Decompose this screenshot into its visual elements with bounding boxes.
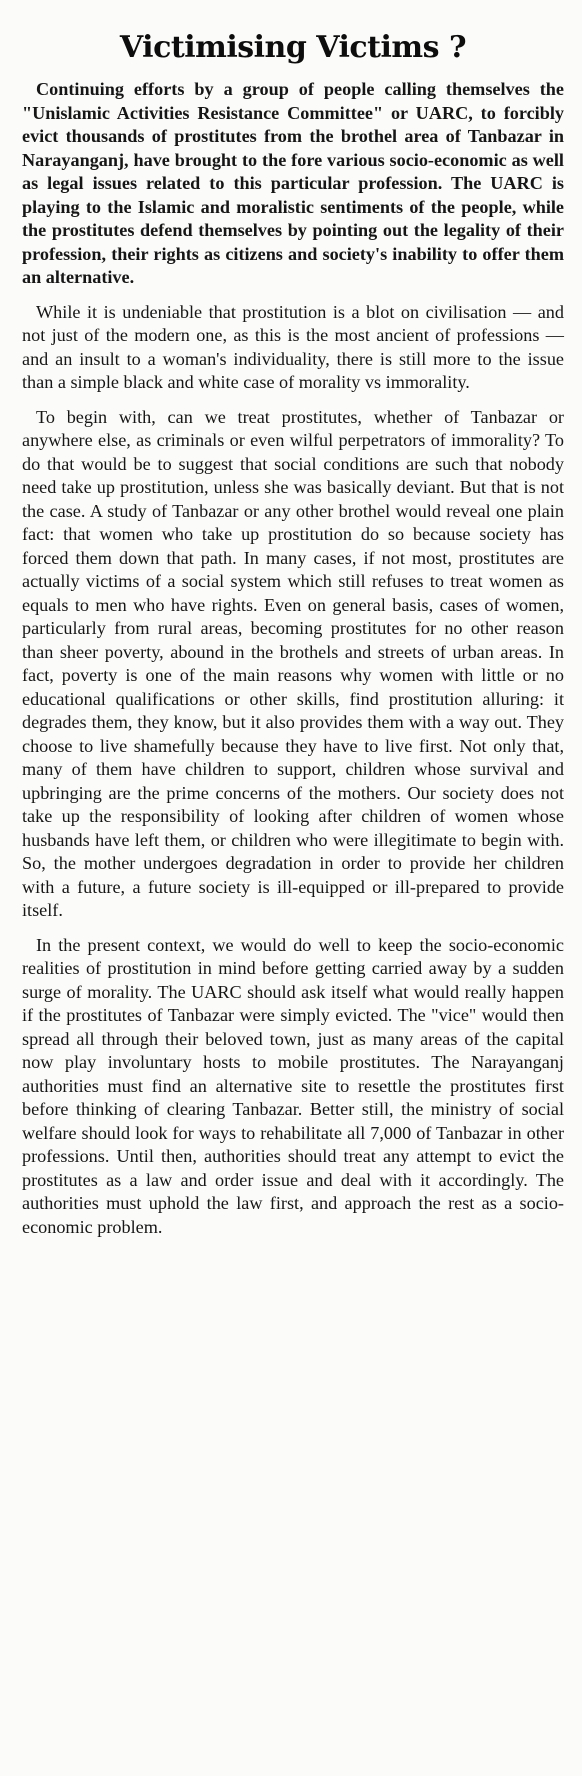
article-paragraph-4: In the present context, we would do well to keep the socio-economic realities of prostitution in mind before getting carried away by a sudden surge of morality. The UARC should ask itself what would really happen if the prostitutes of Tanbazar were simply evicted. The "vice" would then spread all through their beloved town, just as many areas of the capital now play involuntary hosts to mobile prostitutes. The Narayanganj authorities must find an alternative site to resettle the prostitutes first before thinking of clearing Tanbazar. Better still, the ministry of social welfare should look for ways to rehabilitate all 7,000 of Tanbazar in other professions. Until then, authorities should treat any attempt to evict the prostitutes as a law and order issue and deal with it accordingly. The authorities must uphold the law first, and approach the rest as a socio-economic problem. (22, 934, 564, 1237)
article-paragraph-3: To begin with, can we treat prostitutes, whether of Tanbazar or anywhere else, as criminals or even wilful perpetrators of immorality? To do that would be to suggest that social conditions are such that nobody need take up prostitution, unless she was basically deviant. But that is not the case. A study of Tanbazar or any other brothel would reveal one plain fact: that women who take up prostitution do so because society has forced them down that path. In many cases, if not most, prostitutes are actually victims of a social system which still refuses to treat women as equals to men who have rights. Even on general basis, cases of women, particularly from rural areas, becoming prostitutes for no other reason than sheer poverty, abound in the brothels and streets of urban areas. In fact, poverty is one of the main reasons why women with little or no educational qualifications or other skills, find prostitution alluring: it degrades them, they know, but it also provides them with a way out. They choose to live shamefully because they have to live first. Not only that, many of them have children to support, children whose survival and upbringing are the prime concerns of the mothers. Our society does not take up the responsibility of looking after children of women whose husbands have left them, or children who were illegitimate to begin with. So, the mother undergoes degradation in order to provide her children with a future, a future society is ill-equipped or ill-prepared to provide itself. (22, 406, 564, 920)
article-paragraph-2: While it is undeniable that prostitution is a blot on civilisation — and not just of the modern one, as this is the most ancient of professions — and an insult to a woman's individuality, there is still more to the issue than a simple black and white case of morality vs immorality. (22, 301, 564, 392)
article-headline: Victimising Victims ? (119, 30, 467, 65)
article-paragraph-1: Continuing efforts by a group of people calling themselves the "Unislamic Activities Resistance Committee" or UARC, to forcibly evict thousands of prostitutes from the brothel area of Tanbazar in Narayanganj, have brought to the fore various socio-economic as well as legal issues related to this particular profession. The UARC is playing to the Islamic and moralistic sentiments of the people, while the prostitutes defend themselves by pointing out the legality of their profession, their rights as citizens and society's inability to offer them an alternative. (22, 79, 564, 287)
article-body (22, 78, 564, 1239)
